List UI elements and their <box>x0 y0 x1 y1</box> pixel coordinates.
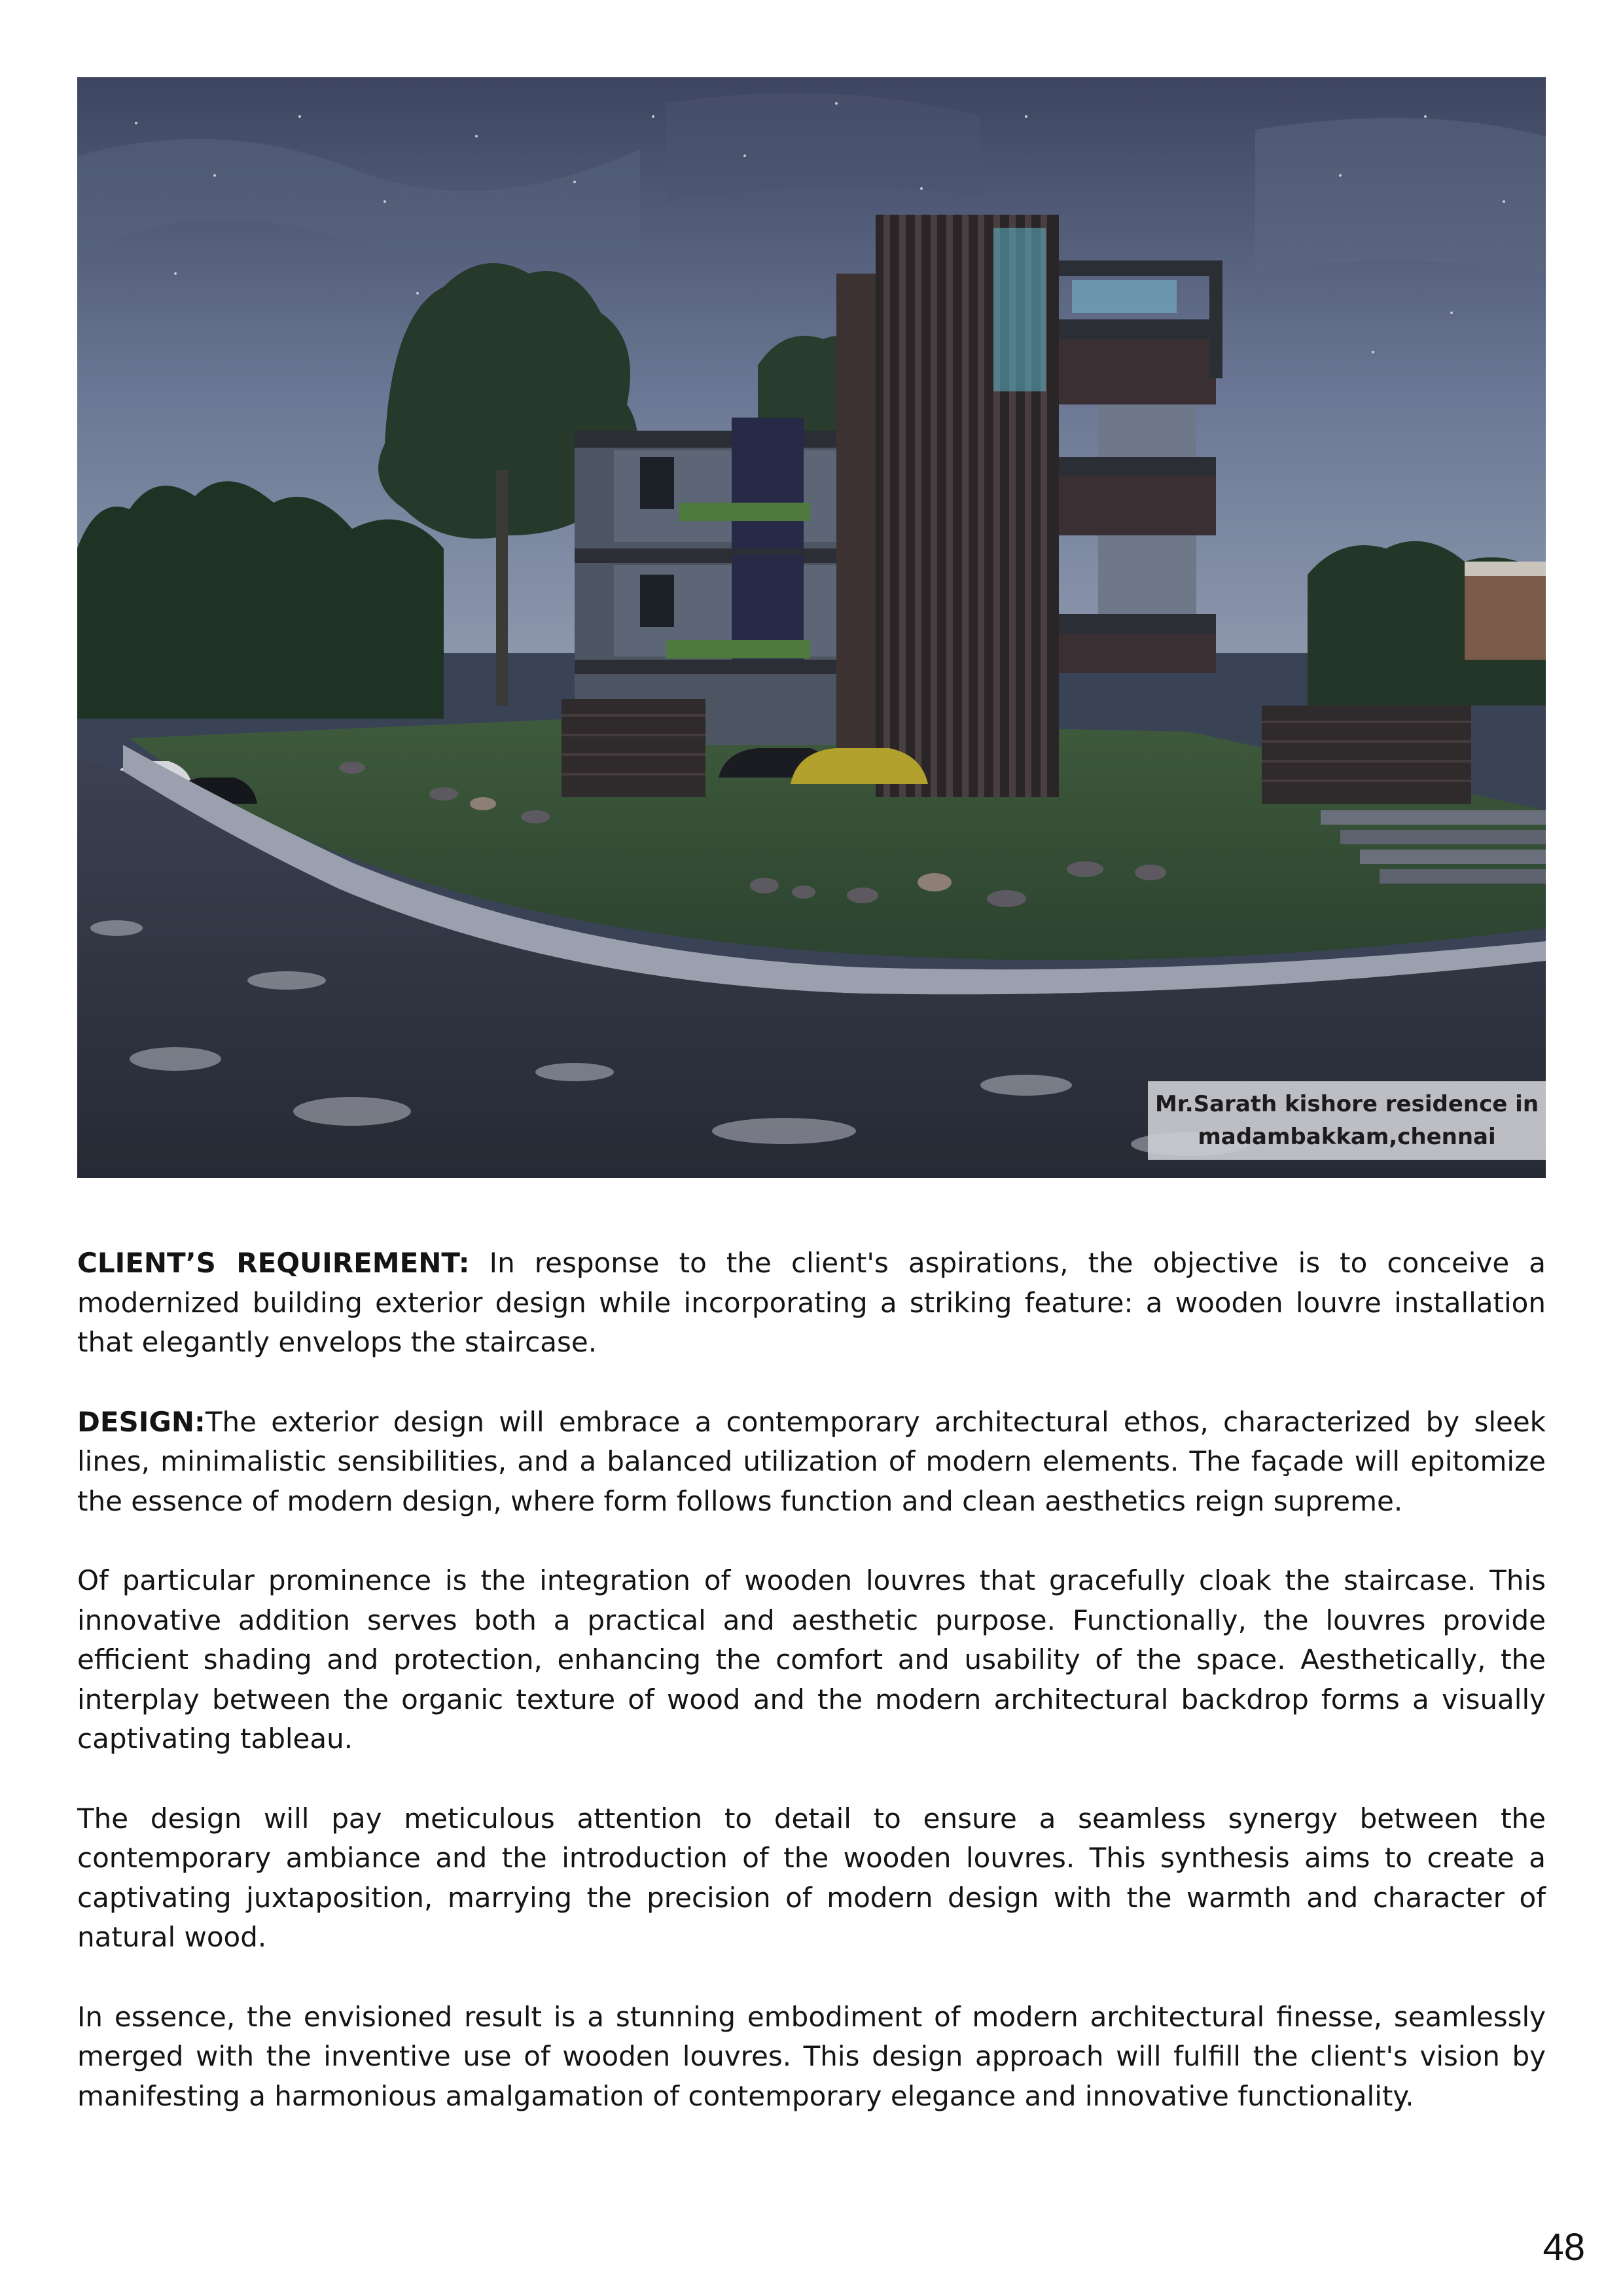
residence-render-image <box>77 77 1546 1178</box>
design-paragraph <box>77 1403 1546 1522</box>
image-caption <box>1148 1081 1546 1160</box>
caption-line-2: madambakkam,chennai <box>1198 1124 1496 1150</box>
client-requirement-text: In response to the client's aspirations, the objective is to conceive a modernized building exterior design while incorporating a striking feature: a wooden louvre installation that elegantly envelops the staircase. <box>77 1247 1546 1358</box>
page-number: 48 <box>1543 2226 1585 2269</box>
caption-line-1: Mr.Sarath kishore residence in <box>1154 1091 1539 1117</box>
neighbor-house <box>1465 562 1546 660</box>
louvres-paragraph: Of particular prominence is the integration of wooden louvres that gracefully cloak the staircase. This innovative addition serves both a practical and aesthetic purpose. Functionally, the louvres provide efficient shading and protection, enhancing the comfort and usability of the space. Aesthetically, the interplay between the organic texture of wood and the modern architectural backdrop forms a visually captivating tableau. <box>77 1564 1546 1755</box>
design-heading: DESIGN: <box>77 1405 205 1438</box>
client-requirement-heading: CLIENT’S REQUIREMENT: <box>77 1247 470 1279</box>
body-text <box>77 1244 1546 2156</box>
synergy-paragraph: The design will pay meticulous attention to detail to ensure a seamless synergy between the contemporary ambiance and the introduction of the wooden louvres. This synthesis aims to create a captivating juxtaposition, marrying the precision of modern design with the warmth and character of natural wood. <box>77 1802 1546 1953</box>
client-requirement-paragraph <box>77 1244 1546 1363</box>
design-text: The exterior design will embrace a contemporary architectural ethos, characterized by sleek lines, minimalistic sensibilities, and a balanced utilization of modern elements. The façade will epitomize the essence of modern design, where form follows function and clean aesthetics reign supreme. <box>77 1405 1546 1517</box>
essence-paragraph: In essence, the envisioned result is a stunning embodiment of modern architectural finesse, seamlessly merged with the inventive use of wooden louvres. This design approach will fulfill the client's vision by manifesting a harmonious amalgamation of contemporary elegance and innovative functionality. <box>77 2000 1546 2112</box>
